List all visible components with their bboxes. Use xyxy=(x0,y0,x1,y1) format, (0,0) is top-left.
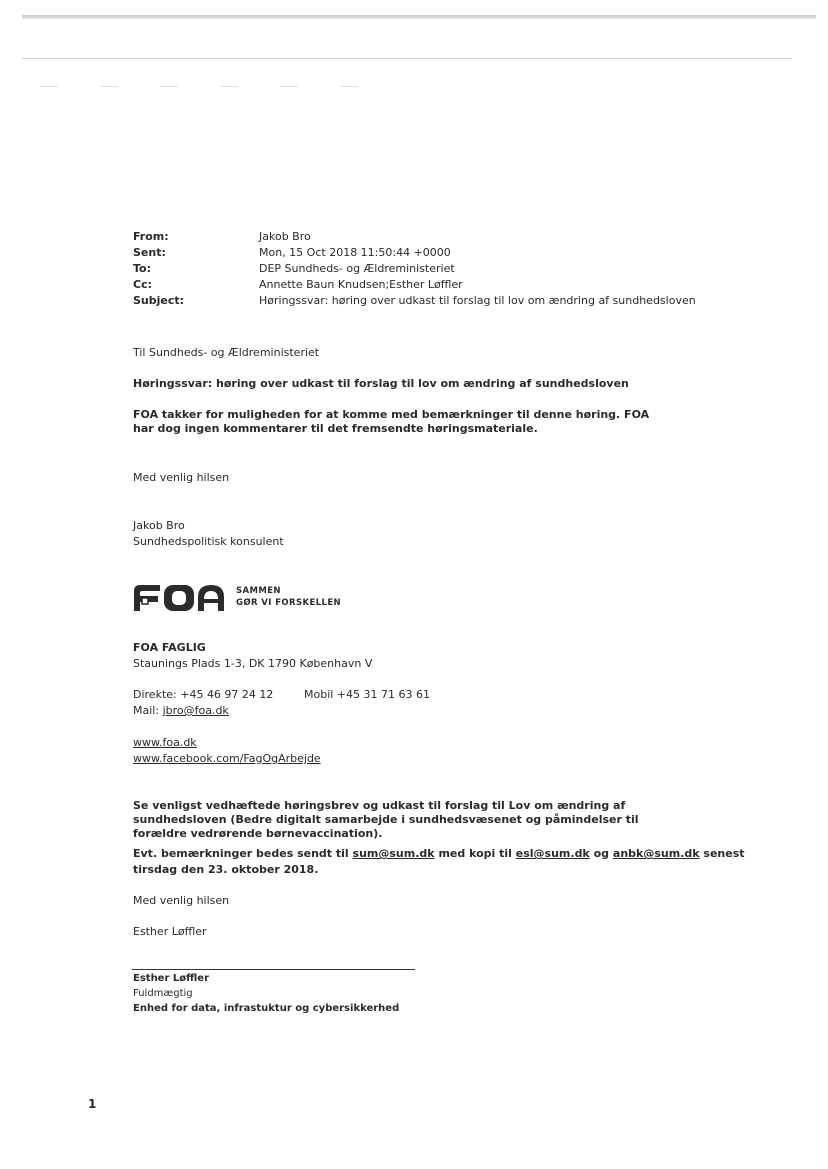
signature-name: Jakob Bro xyxy=(133,519,185,532)
comments-post: senest xyxy=(703,847,745,860)
mail-line xyxy=(133,704,229,718)
comments-mid1: med kopi til xyxy=(438,847,512,860)
sent-value: Mon, 15 Oct 2018 11:50:44 +0000 xyxy=(259,246,451,259)
email-sum-link[interactable]: sum@sum.dk xyxy=(352,847,435,860)
sender-2: Esther Løffler xyxy=(133,925,207,938)
greeting: Til Sundheds- og Ældreministeriet xyxy=(133,346,320,359)
comments-line xyxy=(133,847,745,861)
page-number: 1 xyxy=(88,1097,97,1111)
org-name: FOA FAGLIG xyxy=(133,641,206,654)
mobile-phone: Mobil +45 31 71 63 61 xyxy=(304,688,431,701)
scan-edge-top xyxy=(22,15,816,19)
to-label: To: xyxy=(133,262,151,275)
scan-rule xyxy=(22,58,792,59)
subject-label: Subject: xyxy=(133,294,185,307)
subject-value: Høringssvar: høring over udkast til forslag til lov om ændring af sundhedsloven xyxy=(259,294,696,307)
sent-label: Sent: xyxy=(133,246,166,259)
foa-logo xyxy=(132,583,232,613)
website-link[interactable]: www.foa.dk xyxy=(133,736,197,749)
deadline: tirsdag den 23. oktober 2018. xyxy=(133,863,319,876)
org-address: Staunings Plads 1-3, DK 1790 København V xyxy=(133,657,373,670)
mail-link[interactable]: jbro@foa.dk xyxy=(162,704,229,717)
email-esl-link[interactable]: esl@sum.dk xyxy=(515,847,590,860)
cc-value: Annette Baun Knudsen;Esther Løffler xyxy=(259,278,463,291)
sig2-title: Fuldmægtig xyxy=(133,988,193,999)
logo-tagline-1: SAMMEN xyxy=(236,586,281,596)
scan-noise xyxy=(40,86,380,87)
to-value: DEP Sundheds- og Ældreministeriet xyxy=(259,262,455,275)
logo-tagline-2: GØR VI FORSKELLEN xyxy=(236,598,342,608)
logo-text: FOA xyxy=(132,583,135,584)
mail-label: Mail: xyxy=(133,704,160,717)
comments-pre: Evt. bemærkninger bedes sendt til xyxy=(133,847,349,860)
comments-mid2: og xyxy=(593,847,610,860)
email-anbk-link[interactable]: anbk@sum.dk xyxy=(612,847,700,860)
signature-title: Sundhedspolitisk konsulent xyxy=(133,535,284,548)
from-value: Jakob Bro xyxy=(259,230,311,243)
facebook-link[interactable]: www.facebook.com/FagOgArbejde xyxy=(133,752,321,765)
sig2-unit: Enhed for data, infrastuktur og cybersikkerhed xyxy=(133,1003,400,1014)
body-subject: Høringssvar: høring over udkast til forslag til lov om ændring af sundhedsloven xyxy=(133,377,629,390)
direct-phone: Direkte: +45 46 97 24 12 xyxy=(133,688,274,701)
logo-tagline xyxy=(236,585,341,609)
cc-label: Cc: xyxy=(133,278,152,291)
signature-divider xyxy=(132,969,415,970)
closing: Med venlig hilsen xyxy=(133,471,230,484)
forward-paragraph: Se venligst vedhæftede høringsbrev og udkast til forslag til Lov om ændring af sundhedsloven (Bedre digitalt samarbejde i sundhedsvæsenet og påmindelser til forældre vedrørende børnevaccination). xyxy=(133,799,639,840)
closing-2: Med venlig hilsen xyxy=(133,894,230,907)
sig2-name: Esther Løffler xyxy=(133,973,209,984)
para-foa: FOA takker for muligheden for at komme med bemærkninger til denne høring. FOA har dog ingen kommentarer til det fremsendte høringsmateriale. xyxy=(133,408,650,435)
from-label: From: xyxy=(133,230,169,243)
